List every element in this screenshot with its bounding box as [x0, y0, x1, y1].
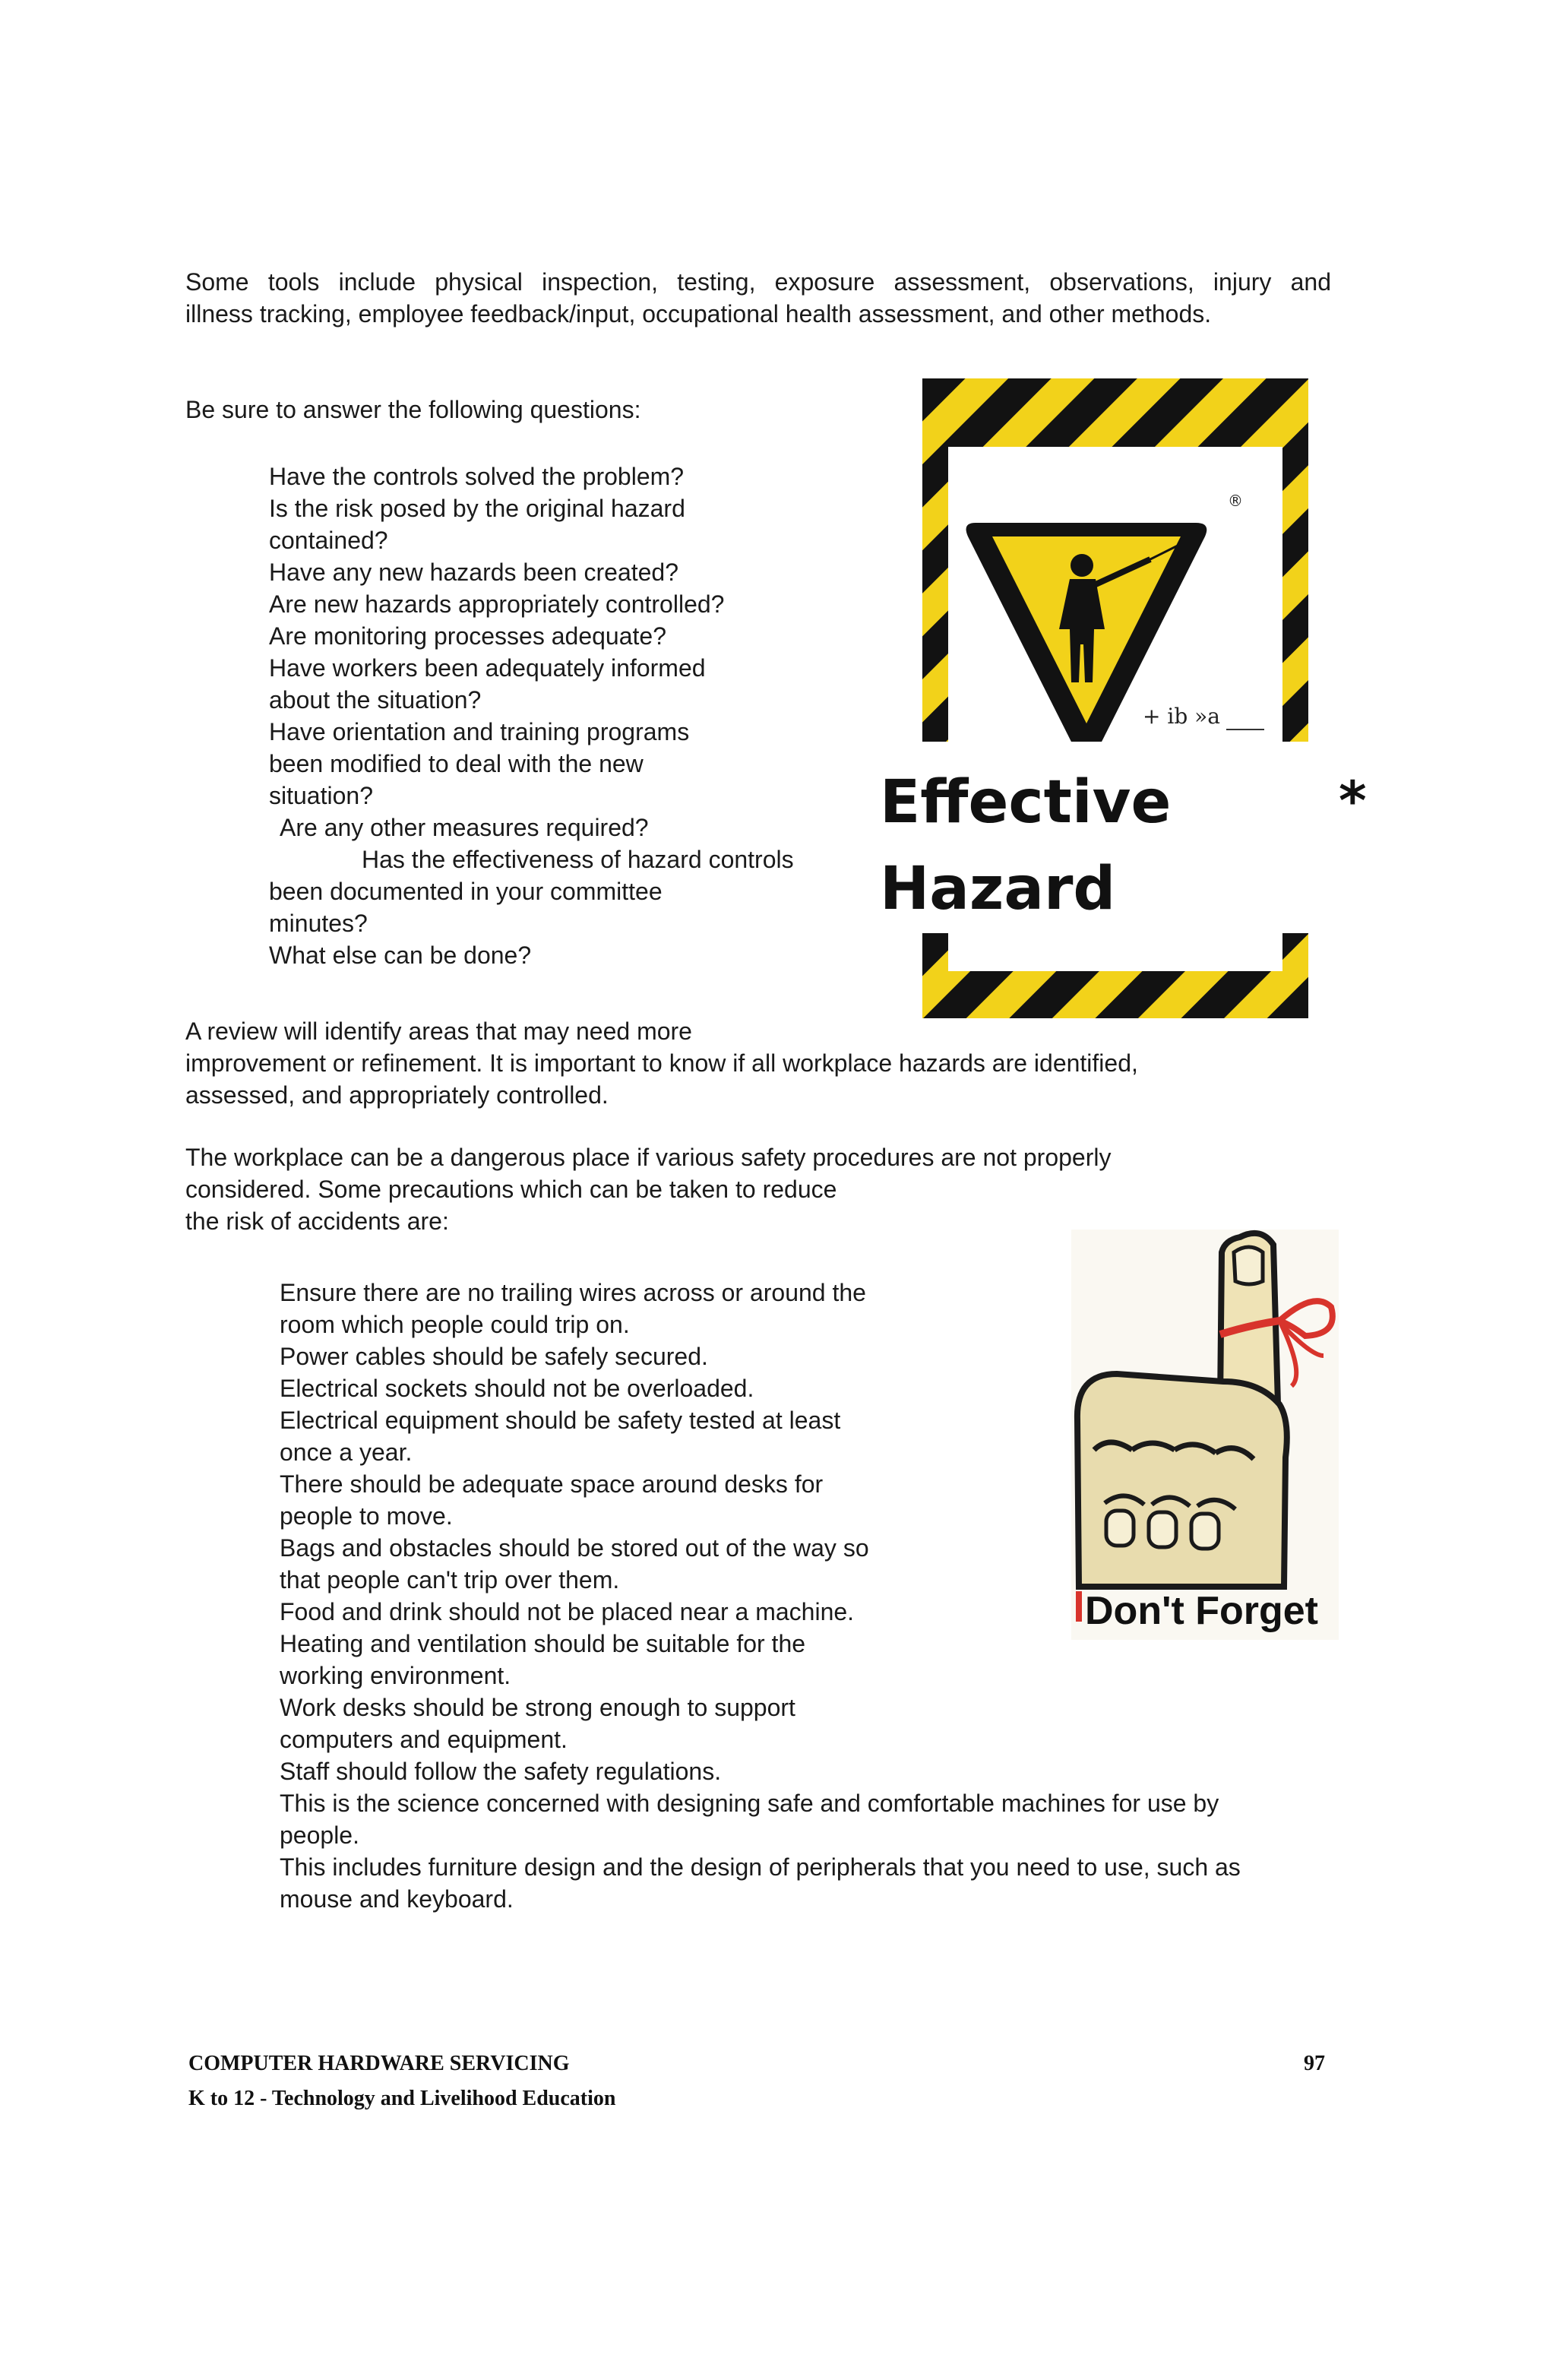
hazard-sign-image [922, 378, 1308, 742]
workplace-line-3: the risk of accidents are: [185, 1207, 449, 1235]
precaution-item: Staff should follow the safety regulations. [280, 1758, 722, 1785]
question-item: contained? [269, 527, 388, 554]
footer-course-title: COMPUTER HARDWARE SERVICING [188, 2052, 570, 2075]
question-item: minutes? [269, 910, 368, 937]
question-item: Are any other measures required? [280, 814, 649, 841]
precaution-item: Food and drink should not be placed near a machine. [280, 1598, 855, 1625]
precaution-item: This is the science concerned with designing safe and comfortable machines for use by [280, 1790, 1219, 1817]
precaution-item: Electrical sockets should not be overloaded. [280, 1375, 754, 1402]
workplace-line-2: considered. Some precautions which can be taken to reduce [185, 1176, 837, 1203]
question-item: been modified to deal with the new [269, 750, 644, 777]
question-item: Has the effectiveness of hazard controls [362, 846, 794, 873]
review-line-1: A review will identify areas that may need more [185, 1018, 692, 1045]
workplace-paragraph [185, 1141, 1111, 1237]
precaution-item: once a year. [280, 1438, 413, 1466]
review-line-2: improvement or refinement. It is important to know if all workplace hazards are identified, [185, 1049, 1138, 1077]
precaution-item: computers and equipment. [280, 1726, 568, 1753]
asterisk-mark: * [1339, 770, 1367, 832]
questions-intro: Be sure to answer the following questions: [185, 396, 641, 423]
question-item: Are monitoring processes adequate? [269, 622, 666, 650]
question-item: Have the controls solved the problem? [269, 463, 685, 490]
precaution-item: people to move. [280, 1502, 453, 1530]
review-paragraph [185, 1015, 1138, 1111]
footer-program: K to 12 - Technology and Livelihood Education [188, 2087, 616, 2110]
question-item: Is the risk posed by the original hazard [269, 495, 685, 522]
hazard-caption-line-2: Hazard [880, 855, 1116, 923]
precaution-item: mouse and keyboard. [280, 1885, 514, 1913]
intro-line-2: illness tracking, employee feedback/input, occupational health assessment, and other methods. [185, 300, 1212, 328]
intro-line-1: Some tools include physical inspection, testing, exposure assessment, observations, injury and [185, 268, 1331, 296]
dont-forget-image [1064, 1222, 1345, 1647]
question-item: situation? [269, 782, 373, 809]
question-item: Have workers been adequately informed [269, 654, 706, 682]
precaution-item: that people can't trip over them. [280, 1566, 620, 1594]
hazard-small-text: + ib »a [1143, 704, 1220, 729]
precaution-item: Heating and ventilation should be suitable for the [280, 1630, 806, 1657]
precaution-item: people. [280, 1821, 359, 1849]
dont-forget-caption: Don't Forget [1085, 1589, 1318, 1633]
hazard-stripe-strip [922, 933, 1308, 1018]
precaution-item: Work desks should be strong enough to support [280, 1694, 795, 1721]
page-number: 97 [1304, 2052, 1325, 2075]
question-item: Have any new hazards been created? [269, 559, 679, 586]
question-item: about the situation? [269, 686, 482, 714]
precaution-item: Ensure there are no trailing wires across or around the [280, 1279, 866, 1306]
precaution-item: Power cables should be safely secured. [280, 1343, 708, 1370]
precaution-item: Electrical equipment should be safety tested at least [280, 1407, 841, 1434]
workplace-line-1: The workplace can be a dangerous place if various safety procedures are not properly [185, 1144, 1112, 1171]
precaution-item: room which people could trip on. [280, 1311, 630, 1338]
precaution-item: There should be adequate space around desks for [280, 1470, 824, 1498]
question-item: Are new hazards appropriately controlled? [269, 590, 725, 618]
questions-list [269, 460, 794, 971]
registered-mark: ® [1228, 492, 1243, 510]
review-line-3: assessed, and appropriately controlled. [185, 1081, 609, 1109]
question-item: What else can be done? [269, 942, 532, 969]
question-item: been documented in your committee [269, 878, 663, 905]
precaution-item: This includes furniture design and the design of peripherals that you need to use, such as [280, 1853, 1241, 1881]
intro-paragraph [185, 266, 1331, 330]
question-item: Have orientation and training programs [269, 718, 690, 745]
hazard-caption-line-1: Effective [880, 768, 1172, 837]
precaution-item: Bags and obstacles should be stored out of the way so [280, 1534, 869, 1562]
precaution-item: working environment. [280, 1662, 511, 1689]
